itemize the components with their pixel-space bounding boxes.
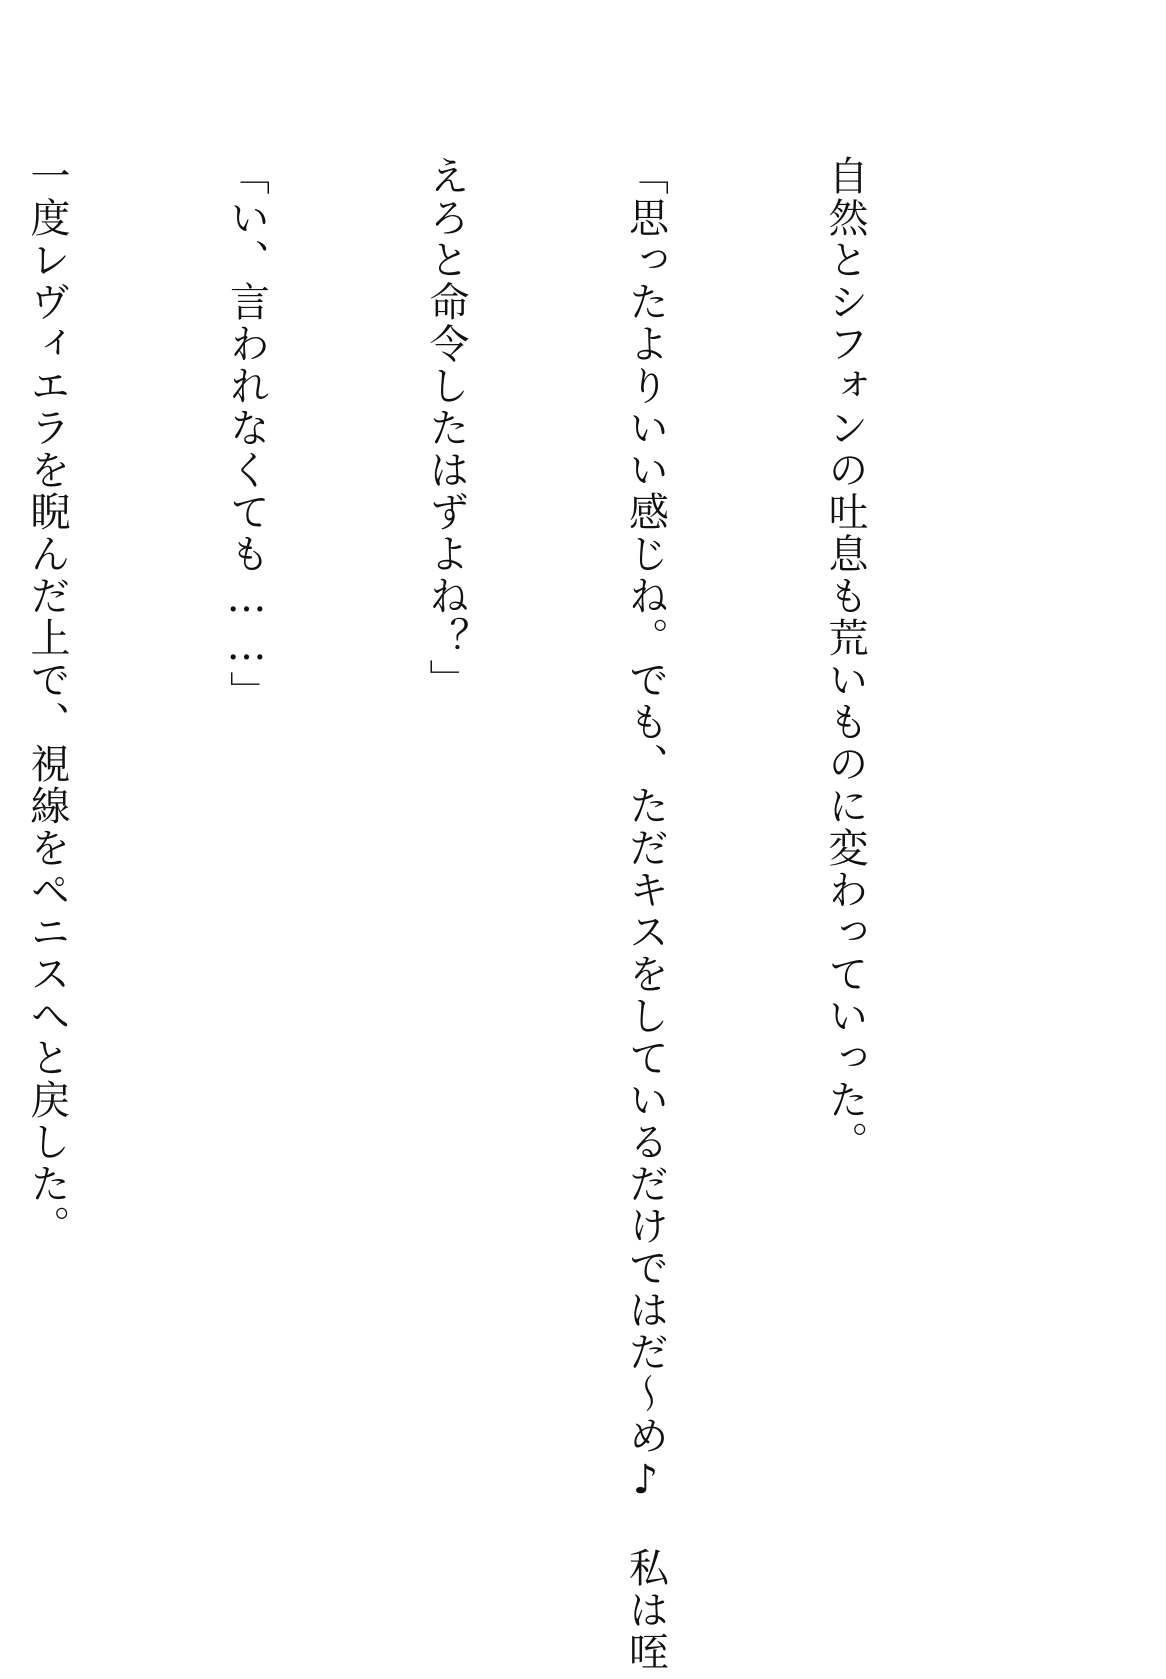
text-line: 「い、言われなくても……」 (223, 155, 270, 713)
text-line: えろと命令したはずよね？」 (423, 155, 469, 701)
text-line: 一度レヴィエラを睨んだ上で、視線をペニスへと戻した。 (24, 155, 70, 1247)
text-line: 「思ったよりいい感じね。でも、ただキスをしているだけではだ～め♪ 私は咥 (622, 155, 669, 1673)
text-line: 自然とシフォンの吐息も荒いものに変わっていった。 (822, 155, 868, 1163)
vertical-text-block (24, 155, 1011, 1673)
